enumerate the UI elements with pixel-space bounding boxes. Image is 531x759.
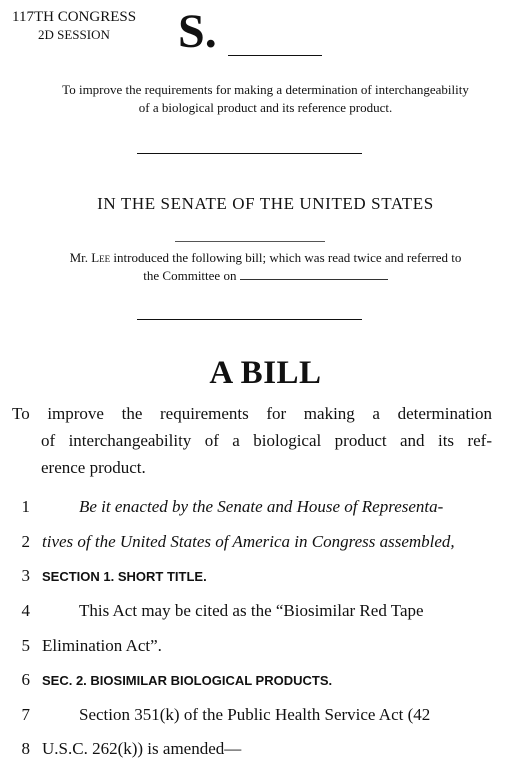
divider-thin [175,241,325,242]
bill-title: A BILL [209,355,322,391]
line-number: 7 [21,705,30,724]
long-title [12,400,492,481]
sponsor-prefix: Mr. [69,250,88,265]
line-number: 6 [21,670,30,689]
line-number: 4 [21,601,30,620]
bill-prefix: S. [178,5,217,58]
section-1-heading: SECTION 1. SHORT TITLE. [42,569,207,584]
committee-blank [240,267,388,280]
section-2-text-line-2: U.S.C. 262(k)) is amended— [42,739,242,758]
short-title-line-1: This Act may be cited as the “Biosimilar Red Tape [79,601,424,620]
committee-label: the Committee on [143,268,237,283]
line-number: 8 [21,739,30,758]
congress-label: 117TH CONGRESS [12,9,137,25]
enacting-clause-line-2: tives of the United States of America in Congress assembled, [42,532,455,551]
enacting-clause-line-1: Be it enacted by the Senate and House of Representa- [79,497,444,516]
line-number: 5 [21,636,30,655]
bill-number-blank [228,55,322,56]
divider-top [137,153,362,154]
divider-bottom [137,319,362,320]
long-title-line-3: erence product. [41,458,146,477]
introduction-line-1 [0,249,531,267]
purpose-line-1: To improve the requirements for making a determination of interchangeability [62,82,469,97]
line-number: 2 [21,532,30,551]
introduction-line-2 [0,267,531,285]
line-number: 3 [21,566,30,585]
long-title-line-1: To improve the requirements for making a determination [12,404,492,423]
long-title-line-2: of interchangeability of a biological product and its ref- [41,431,492,450]
section-2-text-line-1: Section 351(k) of the Public Health Service Act (42 [79,705,431,724]
introduction-text [0,249,531,285]
short-title-line-2: Elimination Act”. [42,636,162,655]
senate-heading: IN THE SENATE OF THE UNITED STATES [97,194,434,213]
purpose-line-2: of a biological product and its reference product. [138,100,393,115]
section-2-heading: SEC. 2. BIOSIMILAR BIOLOGICAL PRODUCTS. [42,673,333,688]
sponsor-name: Lee [91,250,111,265]
session-label: 2D SESSION [38,27,110,42]
line-number: 1 [21,497,30,516]
purpose-summary [0,81,531,117]
introduction-rest: introduced the following bill; which was read twice and referred to [113,250,462,265]
